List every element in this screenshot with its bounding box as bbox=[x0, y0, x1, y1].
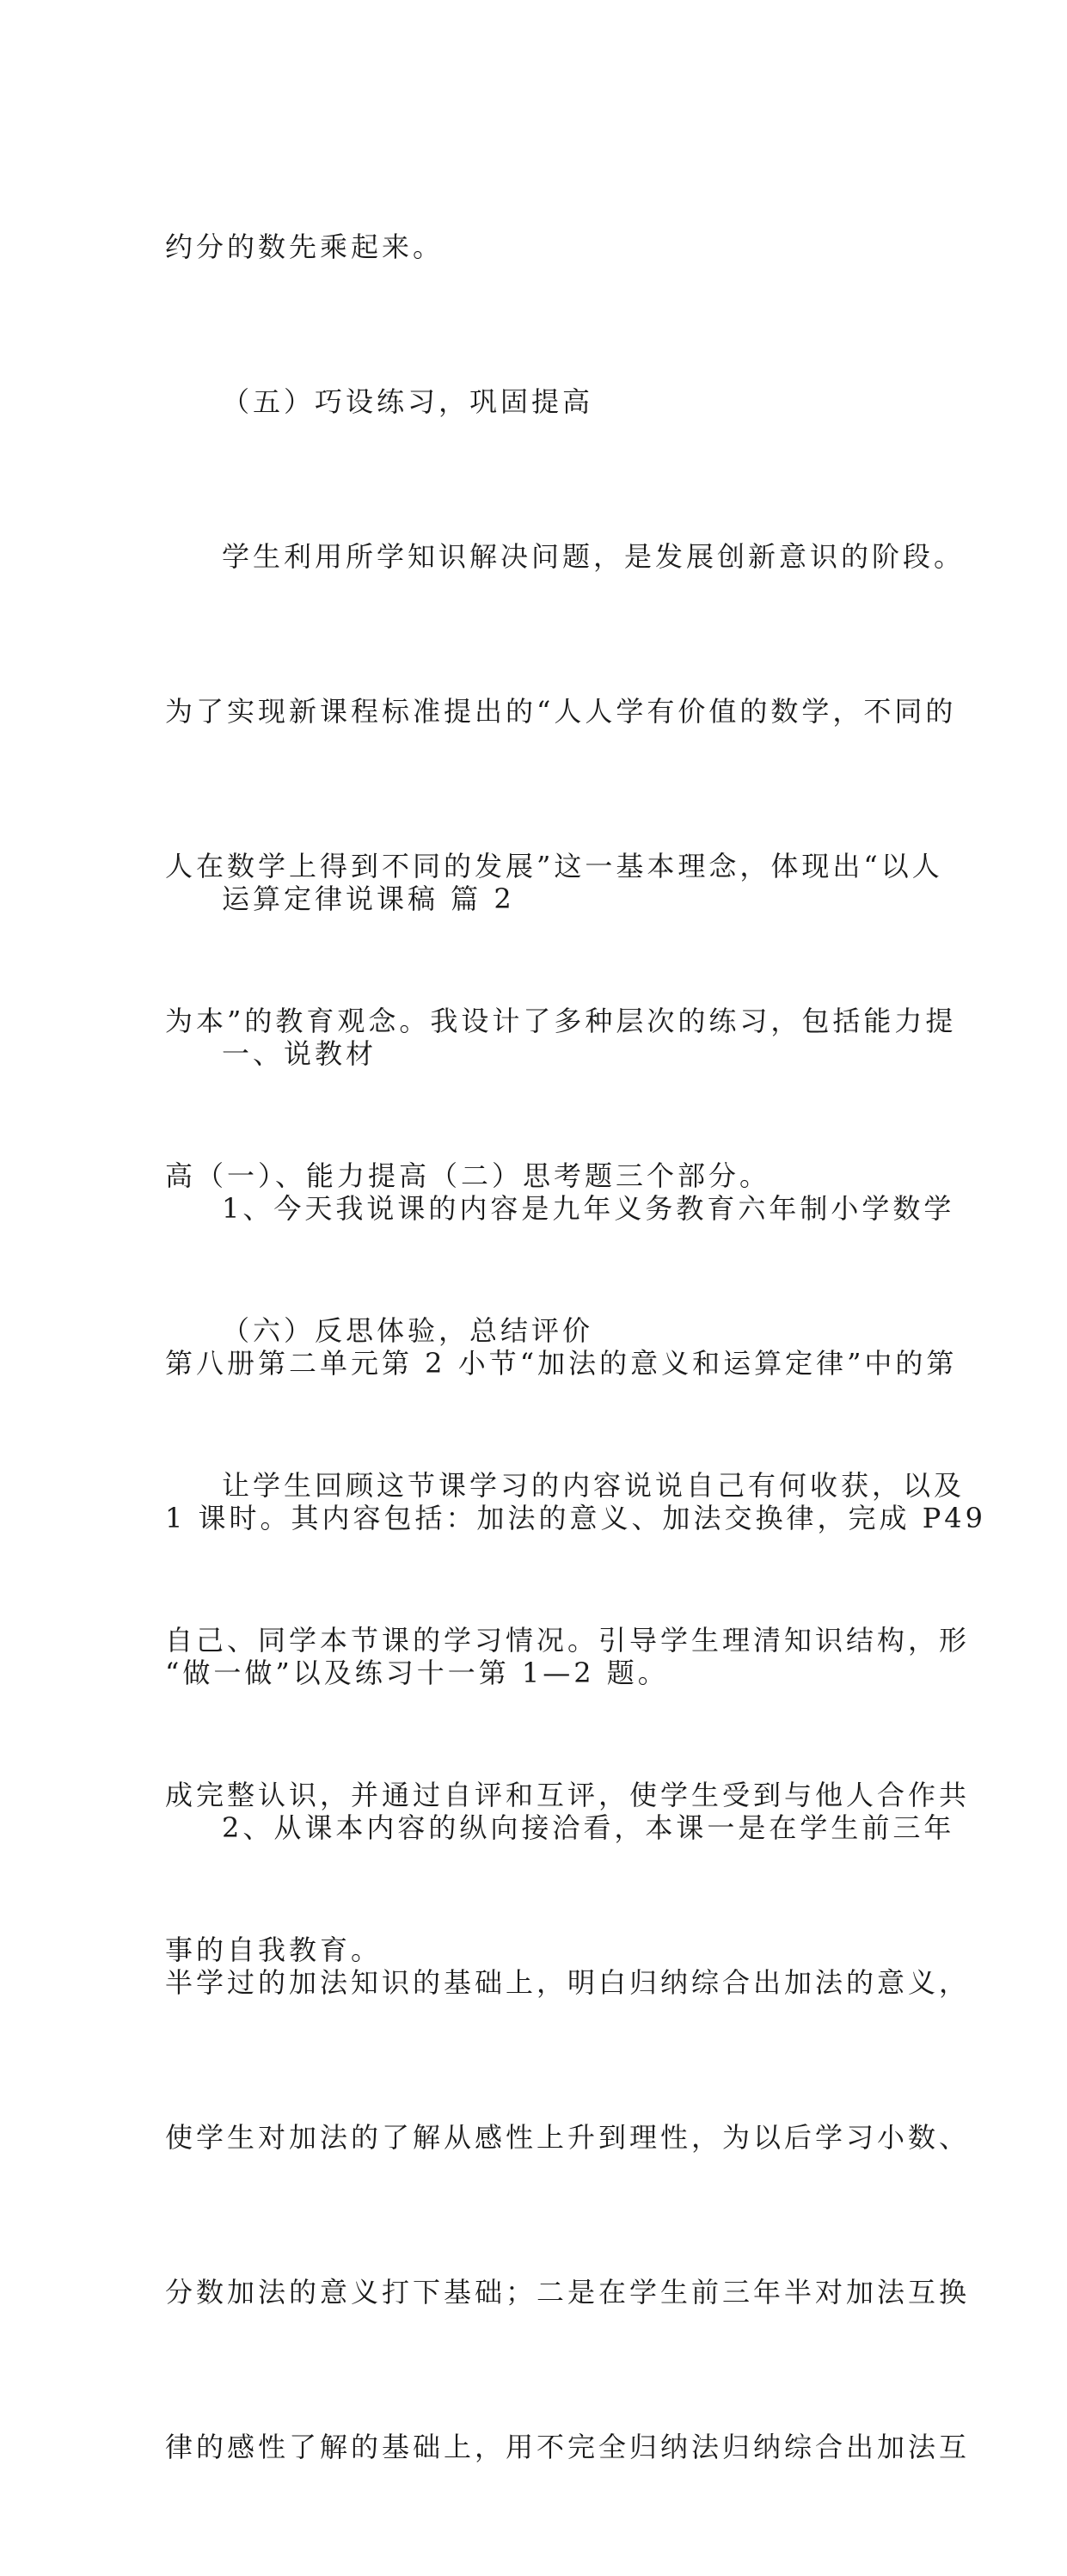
paragraph-line: 高（一）、能力提高（二）思考题三个部分。 bbox=[165, 1159, 771, 1192]
paragraph-line: 第八册第二单元第 2 小节“加法的意义和运算定律”中的第 bbox=[165, 1347, 958, 1380]
section-heading-5: （五）巧设练习，巩固提高 bbox=[222, 385, 594, 418]
paragraph-line: “做一做”以及练习十一第 1—2 题。 bbox=[165, 1657, 669, 1689]
paragraph-line: 自己、同学本节课的学习情况。引导学生理清知识结构，形 bbox=[165, 1624, 971, 1657]
paragraph-line: 为了实现新课程标准提出的“人人学有价值的数学，不同的 bbox=[165, 695, 957, 728]
paragraph-line: 使学生对加法的了解从感性上升到理性，为以后学习小数、 bbox=[165, 2121, 971, 2154]
section-b bbox=[165, 770, 986, 2576]
document-title: 运算定律说课稿 篇 2 bbox=[222, 882, 515, 915]
paragraph-line: 事的自我教育。 bbox=[165, 1934, 383, 1966]
paragraph-line: 1、今天我说课的内容是九年义务教育六年制小学数学 bbox=[222, 1192, 955, 1225]
paragraph-line: 学生利用所学知识解决问题，是发展创新意识的阶段。 bbox=[222, 540, 966, 573]
paragraph-line: 律的感性了解的基础上，用不完全归纳法归纳综合出加法互 bbox=[165, 2431, 971, 2463]
paragraph-line: 让学生回顾这节课学习的内容说说自己有何收获，以及 bbox=[222, 1469, 966, 1502]
section-heading-1: 一、说教材 bbox=[222, 1037, 377, 1070]
paragraph-line: 为本”的教育观念。我设计了多种层次的练习，包括能力提 bbox=[165, 1005, 957, 1037]
paragraph-line: 半学过的加法知识的基础上，明白归纳综合出加法的意义， bbox=[165, 1966, 971, 1999]
paragraph-line: 人在数学上得到不同的发展”这一基本理念，体现出“以人 bbox=[165, 850, 943, 882]
section-heading-6: （六）反思体验，总结评价 bbox=[222, 1314, 594, 1347]
paragraph-line: 分数加法的意义打下基础；二是在学生前三年半对加法互换 bbox=[165, 2276, 971, 2309]
paragraph-line: 成完整认识，并通过自评和互评，使学生受到与他人合作共 bbox=[165, 1779, 971, 1811]
paragraph-line: 1 课时。其内容包括：加法的意义、加法交换律，完成 P49 bbox=[165, 1502, 986, 1534]
paragraph-line: 2、从课本内容的纵向接洽看，本课一是在学生前三年 bbox=[222, 1811, 955, 1844]
paragraph-line: 约分的数先乘起来。 bbox=[165, 231, 445, 263]
